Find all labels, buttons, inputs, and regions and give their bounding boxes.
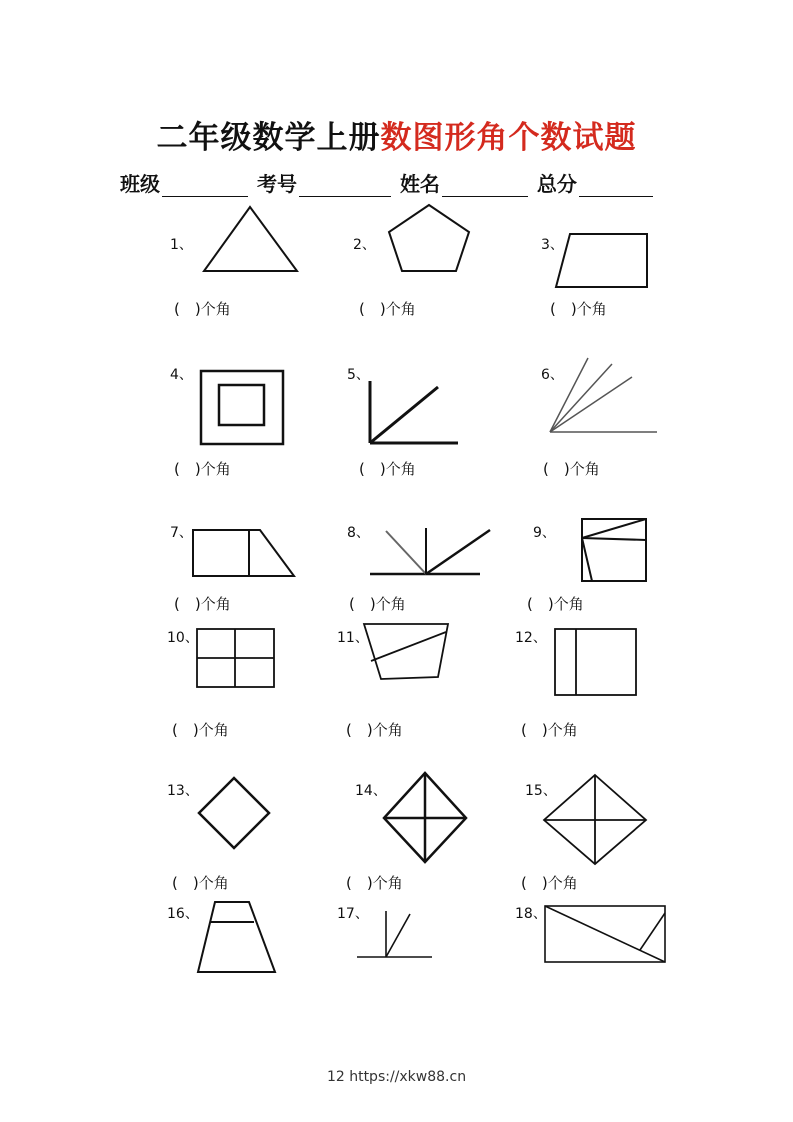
answer-blank[interactable]: ( )个角 bbox=[521, 874, 578, 892]
question-number: 3、 bbox=[541, 237, 564, 253]
answer-blank[interactable]: ( )个角 bbox=[172, 721, 229, 739]
figure-rhombus-diagonals bbox=[384, 773, 466, 862]
class-label: 班级 bbox=[120, 172, 160, 196]
figure-grid bbox=[197, 629, 274, 687]
figure-quad-diagonal bbox=[364, 624, 448, 679]
name-label: 姓名 bbox=[399, 172, 440, 196]
title-red: 数图形角个数试题 bbox=[380, 120, 637, 156]
question-number: 6、 bbox=[541, 367, 564, 383]
question-number: 14、 bbox=[355, 783, 387, 799]
figure-rect-line bbox=[555, 629, 636, 695]
figure-trapezoid bbox=[556, 234, 647, 287]
question-number: 5、 bbox=[347, 367, 370, 383]
question-number: 8、 bbox=[347, 525, 370, 541]
question-number: 15、 bbox=[525, 783, 557, 799]
answer-blank[interactable]: ( )个角 bbox=[174, 300, 231, 318]
answer-blank[interactable]: ( )个角 bbox=[550, 300, 607, 318]
figure-angle-17 bbox=[357, 911, 432, 957]
answer-blank[interactable]: ( )个角 bbox=[346, 874, 403, 892]
answer-blank[interactable]: ( )个角 bbox=[174, 460, 231, 478]
answer-blank[interactable]: ( )个角 bbox=[543, 460, 600, 478]
question-number: 18、 bbox=[515, 906, 547, 922]
score-label: 总分 bbox=[536, 172, 577, 196]
figure-nested-squares bbox=[201, 371, 283, 444]
figure-pentagon bbox=[389, 205, 469, 271]
question-number: 16、 bbox=[167, 906, 199, 922]
title-black: 二年级数学上册 bbox=[156, 120, 381, 156]
question-number: 9、 bbox=[533, 525, 556, 541]
figure-angle bbox=[370, 381, 458, 443]
answer-blank[interactable]: ( )个角 bbox=[349, 595, 406, 613]
figure-rhombus bbox=[199, 778, 269, 848]
question-number: 17、 bbox=[337, 906, 369, 922]
question-number: 7、 bbox=[170, 525, 193, 541]
answer-blank[interactable]: ( )个角 bbox=[521, 721, 578, 739]
answer-blank[interactable]: ( )个角 bbox=[359, 300, 416, 318]
question-number: 4、 bbox=[170, 367, 193, 383]
question-number: 11、 bbox=[337, 630, 369, 646]
answer-blank[interactable]: ( )个角 bbox=[359, 460, 416, 478]
figure-rays-8 bbox=[370, 528, 490, 574]
question-number: 13、 bbox=[167, 783, 199, 799]
answer-blank[interactable]: ( )个角 bbox=[174, 595, 231, 613]
figure-rect-triangle bbox=[193, 530, 294, 576]
question-number: 1、 bbox=[170, 237, 193, 253]
figure-square-lines bbox=[582, 519, 646, 581]
answer-blank[interactable]: ( )个角 bbox=[172, 874, 229, 892]
figure-triangle bbox=[204, 207, 297, 271]
footer-text: 12 https://xkw88.cn bbox=[326, 1069, 467, 1085]
question-number: 12、 bbox=[515, 630, 547, 646]
figure-rect-diagonals bbox=[545, 906, 665, 962]
exam-no-label: 考号 bbox=[256, 172, 297, 196]
answer-blank[interactable]: ( )个角 bbox=[346, 721, 403, 739]
question-number: 2、 bbox=[353, 237, 376, 253]
figure-rhombus-diagonals-2 bbox=[544, 775, 646, 864]
figure-trapezoid-split bbox=[198, 902, 275, 972]
answer-blank[interactable]: ( )个角 bbox=[527, 595, 584, 613]
figure-rays bbox=[550, 358, 657, 432]
question-number: 10、 bbox=[167, 630, 199, 646]
